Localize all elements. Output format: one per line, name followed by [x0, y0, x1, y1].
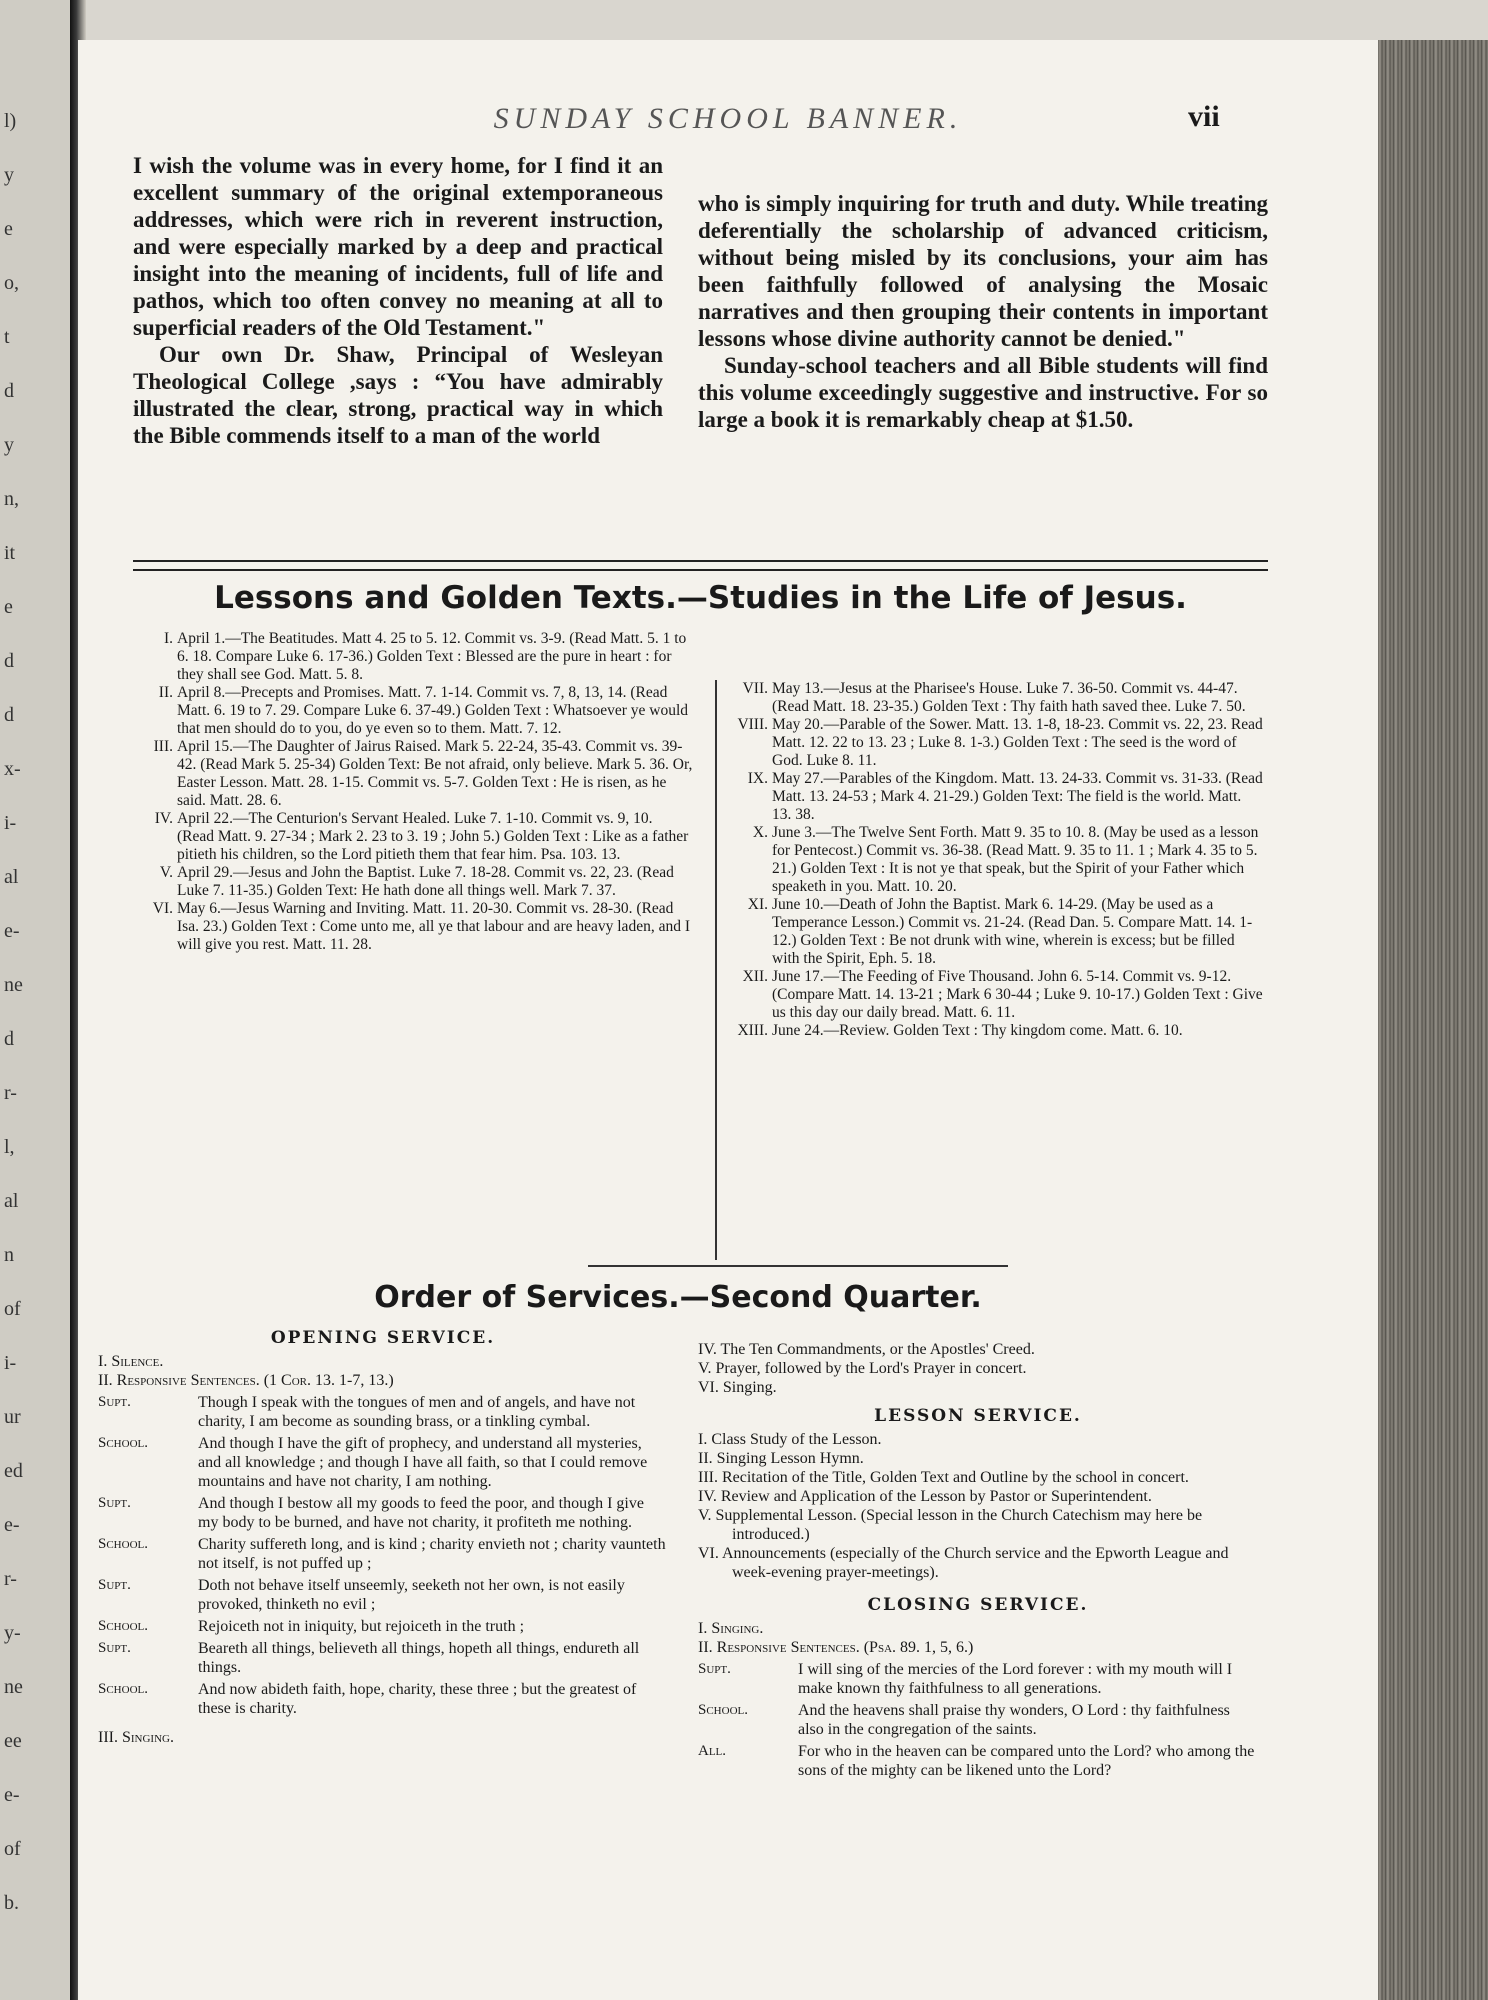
lesson-entry — [133, 900, 693, 954]
left-page-fragment: i- — [4, 1352, 17, 1374]
response-row — [98, 1680, 668, 1718]
lesson-text: April 22.—The Centurion's Servant Healed. Luke 7. 1-10. Commit vs. 9, 10. (Read Matt. 9. 27-34 ; Mark 2. 23 to 3. 19 ; John 5.) Golden Text : Like as a father pitieth his children, so the Lord pitieth them that fear him. Psa. 103. 13. — [177, 810, 689, 863]
opening-responsive: II. Responsive Sentences. (1 Cor. 13. 1-7, 13.) — [98, 1372, 394, 1389]
lesson-entry — [728, 824, 1263, 896]
response-row — [98, 1393, 668, 1431]
response-row — [98, 1617, 668, 1636]
section-rule — [588, 1265, 1008, 1267]
lesson-number: II. — [158, 684, 173, 701]
lesson-text: June 10.—Death of John the Baptist. Mark 6. 14-29. (May be used as a Temperance Lesson.) Commit vs. 21-24. (Read Dan. 5. Compare Matt. 14. 1-12.) Golden Text : Be not drunk with wine, wherein is excess; but be filled with the Spirit, Eph. 5. 18. — [772, 896, 1253, 967]
lesson-number: XIII. — [737, 1022, 768, 1039]
service-item: III. Recitation of the Title, Golden Text and Outline by the school in concert. — [698, 1469, 1189, 1486]
response-speaker: School. — [698, 1702, 748, 1718]
lesson-entry — [133, 864, 693, 900]
left-page-fragment: ne — [4, 974, 23, 996]
lesson-service-title: LESSON SERVICE. — [874, 1406, 1082, 1426]
lesson-number: XI. — [747, 896, 768, 913]
left-page-fragment: ur — [4, 1406, 21, 1428]
response-speaker: School. — [98, 1681, 148, 1697]
lesson-entry — [728, 770, 1263, 824]
response-row — [98, 1535, 668, 1573]
opening-continued — [698, 1340, 1258, 1397]
lesson-entry — [133, 738, 693, 810]
left-page-fragment: i- — [4, 812, 17, 834]
left-page-fragment: l, — [4, 1136, 15, 1158]
left-page-fragment: n — [4, 1244, 14, 1266]
response-text: And now abideth faith, hope, charity, these three ; but the greatest of these is charity. — [198, 1681, 637, 1717]
service-item: II. Singing Lesson Hymn. — [698, 1450, 864, 1467]
lesson-entry — [728, 968, 1263, 1022]
lessons-heading: Lessons and Golden Texts.—Studies in the Life of Jesus. — [214, 580, 1187, 616]
lesson-number: IX. — [747, 770, 768, 787]
left-page-margin — [0, 0, 76, 2000]
left-page-fragment: y — [4, 164, 14, 186]
left-page-fragment: al — [4, 1190, 19, 1212]
review-right-column — [698, 190, 1268, 433]
response-speaker: All. — [698, 1743, 727, 1759]
response-row — [698, 1701, 1258, 1739]
lesson-text: April 1.—The Beatitudes. Matt 4. 25 to 5. 12. Commit vs. 3-9. (Read Matt. 5. 1 to 6. 18. Compare Luke 6. 17-36.) Golden Text : Blessed are the pure in heart : for they shall see God. Matt. 5. 8. — [177, 630, 687, 683]
response-text: Beareth all things, believeth all things, hopeth all things, endureth all things. — [198, 1640, 640, 1676]
response-row — [98, 1639, 668, 1677]
left-page-fragment: ee — [4, 1730, 22, 1752]
service-item: I. Class Study of the Lesson. — [698, 1431, 882, 1448]
response-text: I will sing of the mercies of the Lord forever : with my mouth will I make known thy faithfulness to all generations. — [798, 1661, 1233, 1697]
left-page-fragment: y- — [4, 1622, 21, 1644]
response-row — [98, 1576, 668, 1614]
response-text: And though I have the gift of prophecy, and understand all mysteries, and all knowledge ; and though I have all faith, so that I could remove mountains and have not charity, I am nothing. — [198, 1435, 648, 1490]
review-left-column — [133, 152, 663, 449]
response-speaker: Supt. — [98, 1495, 131, 1511]
lesson-text: June 24.—Review. Golden Text : Thy kingdom come. Matt. 6. 10. — [772, 1022, 1183, 1039]
opening-responses — [98, 1393, 668, 1718]
lesson-number: VI. — [152, 900, 173, 917]
lesson-number: IV. — [154, 810, 173, 827]
left-page-fragment: t — [4, 326, 10, 348]
lesson-entry — [133, 684, 693, 738]
lesson-text: April 29.—Jesus and John the Baptist. Luke 7. 18-28. Commit vs. 22, 23. (Read Luke 7. 11-35.) Golden Text: He hath done all things well. Mark 7. 37. — [177, 864, 674, 899]
left-page-fragment: e — [4, 218, 13, 240]
left-page-fragment: r- — [4, 1082, 17, 1104]
response-row — [98, 1494, 668, 1532]
opening-service-title: OPENING SERVICE. — [270, 1328, 496, 1348]
page — [78, 40, 1378, 2000]
left-page-fragment: d — [4, 704, 14, 726]
left-page-fragment: it — [4, 542, 16, 564]
lessons-right-column — [728, 680, 1263, 1040]
lesson-text: May 20.—Parable of the Sower. Matt. 13. 1-8, 18-23. Commit vs. 22, 23. Read Matt. 12. 22 to 13. 23 ; Luke 8. 1-3.) Golden Text : The seed is the word of God. Luke 8. 11. — [772, 716, 1263, 769]
running-head: SUNDAY SCHOOL BANNER. — [493, 102, 963, 135]
left-page-fragment: x- — [4, 758, 21, 780]
left-page-fragment: ne — [4, 1676, 23, 1698]
column-divider — [715, 680, 717, 1260]
closing-responses — [698, 1660, 1258, 1780]
lesson-text: May 27.—Parables of the Kingdom. Matt. 13. 24-33. Commit vs. 31-33. (Read Matt. 13. 24-53 ; Mark 4. 21-29.) Golden Text: The field is the world. Matt. 13. 38. — [772, 770, 1263, 823]
left-page-fragment: n, — [4, 488, 19, 510]
spacer — [78, 590, 79, 597]
left-page-fragment: e- — [4, 1514, 20, 1536]
service-item: VI. Singing. — [698, 1379, 777, 1396]
response-speaker: School. — [98, 1536, 148, 1552]
lesson-entry — [728, 680, 1263, 716]
lesson-text: April 8.—Precepts and Promises. Matt. 7. 1-14. Commit vs. 7, 8, 13, 14. (Read Matt. 6. 19 to 7. 29. Compare Luke 6. 37-49.) Golden Text : Whatsoever ye would that men should do to you, do ye even so to them. Matt. 7. 12. — [177, 684, 689, 737]
lesson-number: XII. — [742, 968, 768, 985]
service-item: IV. The Ten Commandments, or the Apostles' Creed. — [698, 1341, 1035, 1358]
lesson-number: V. — [159, 864, 173, 881]
response-row — [698, 1660, 1258, 1698]
lesson-text: May 6.—Jesus Warning and Inviting. Matt. 11. 20-30. Commit vs. 28-30. (Read Isa. 23.) Golden Text : Come unto me, all ye that labour and are heavy laden, and I will give you rest. Matt. 11. 28. — [177, 900, 690, 953]
closing-service-title: CLOSING SERVICE. — [867, 1595, 1089, 1615]
review-paragraph: I wish the volume was in every home, for I find it an excellent summary of the original extemporaneous addresses, which were rich in reverent instruction, and were especially marked by a deep and practical insight into the meaning of incidents, full of life and pathos, which too often convey no meaning at all to superficial readers of the Old Testament." — [133, 153, 663, 340]
response-text: Rejoiceth not in iniquity, but rejoiceth in the truth ; — [198, 1618, 525, 1635]
left-page-fragment: al — [4, 866, 19, 888]
response-text: Charity suffereth long, and is kind ; charity envieth not ; charity vaunteth not itself, is not puffed up ; — [198, 1536, 666, 1572]
left-page-fragment: b. — [4, 1892, 19, 1914]
closing-responsive: II. Responsive Sentences. (Psa. 89. 1, 5, 6.) — [698, 1639, 974, 1656]
review-paragraph: Our own Dr. Shaw, Principal of Wesleyan Theological College ,says : “You have admirably illustrated the clear, strong, practical way in which the Bible commends itself to a man of the world — [133, 342, 663, 448]
response-text: For who in the heaven can be compared unto the Lord? who among the sons of the mighty can be likened unto the Lord? — [798, 1743, 1255, 1779]
lesson-entry — [728, 1022, 1263, 1040]
service-item: IV. Review and Application of the Lesson by Pastor or Superintendent. — [698, 1488, 1152, 1505]
response-row — [98, 1434, 668, 1491]
lesson-text: June 17.—The Feeding of Five Thousand. John 6. 5-14. Commit vs. 9-12. (Compare Matt. 14. 13-21 ; Mark 6 30-44 ; Luke 9. 10-17.) Golden Text : Give us this day our daily bread. Matt. 6. 11. — [772, 968, 1263, 1021]
lesson-text: June 3.—The Twelve Sent Forth. Matt 9. 35 to 10. 8. (May be used as a lesson for Pentecost.) Commit vs. 36-38. (Read Matt. 9. 35 to 11. 1 ; Mark 4. 35 to 5. 21.) Golden Text : It is not ye that speak, but the Spirit of your Father which speaketh in you. Matt. 10. 20. — [772, 824, 1259, 895]
left-page-fragment: e- — [4, 920, 20, 942]
service-item: V. Prayer, followed by the Lord's Prayer in concert. — [698, 1360, 1027, 1377]
response-speaker: School. — [98, 1435, 148, 1451]
left-page-fragment: ed — [4, 1460, 23, 1482]
closing-singing: I. Singing. — [698, 1620, 764, 1637]
left-page-fragment: d — [4, 380, 14, 402]
page-edges — [1378, 40, 1488, 2000]
response-speaker: School. — [98, 1618, 148, 1634]
response-speaker: Supt. — [98, 1577, 131, 1593]
lessons-left-column — [133, 630, 693, 954]
services-heading: Order of Services.—Second Quarter. — [374, 1280, 982, 1315]
response-text: Though I speak with the tongues of men and of angels, and have not charity, I am become as sounding brass, or a tinkling cymbal. — [198, 1394, 636, 1430]
page-number: vii — [1188, 100, 1220, 133]
response-text: And the heavens shall praise thy wonders, O Lord : thy faithfulness also in the congregation of the saints. — [798, 1702, 1230, 1738]
opening-singing: III. Singing. — [98, 1729, 174, 1746]
lesson-number: I. — [163, 630, 173, 647]
review-paragraph: who is simply inquiring for truth and duty. While treating deferentially the scholarship of advanced criticism, without being misled by its conclusions, your aim has been faithfully followed of analysing the Mosaic narratives and then grouping their contents in important lessons whose divine authority cannot be denied." — [698, 191, 1268, 351]
response-speaker: Supt. — [98, 1640, 131, 1656]
left-page-fragment: e — [4, 596, 13, 618]
lesson-number: III. — [153, 738, 173, 755]
service-item: V. Supplemental Lesson. (Special lesson in the Church Catechism may here be introduced.) — [698, 1507, 1203, 1543]
review-paragraph: Sunday-school teachers and all Bible students will find this volume exceedingly suggestive and instructive. For so large a book it is remarkably cheap at $1.50. — [698, 353, 1268, 432]
lesson-entry — [728, 896, 1263, 968]
left-page-fragment: d — [4, 650, 14, 672]
lesson-number: VII. — [742, 680, 768, 697]
response-speaker: Supt. — [698, 1661, 731, 1677]
response-speaker: Supt. — [98, 1394, 131, 1410]
lesson-number: VIII. — [737, 716, 768, 733]
left-page-fragment: of — [4, 1838, 21, 1860]
service-item: VI. Announcements (especially of the Church service and the Epworth League and week-evening prayer-meetings). — [698, 1545, 1229, 1581]
left-page-fragment: l) — [4, 110, 17, 132]
response-row — [698, 1742, 1258, 1780]
opening-service — [98, 1325, 668, 1747]
section-rule — [133, 560, 1268, 571]
lesson-entry — [133, 630, 693, 684]
lesson-number: X. — [752, 824, 768, 841]
left-page-fragment: e- — [4, 1784, 20, 1806]
left-page-fragment: d — [4, 1028, 14, 1050]
left-page-fragment: of — [4, 1298, 21, 1320]
opening-silence: I. Silence. — [98, 1353, 164, 1370]
lesson-entry — [133, 810, 693, 864]
response-text: Doth not behave itself unseemly, seeketh not her own, is not easily provoked, thinketh no evil ; — [198, 1577, 625, 1613]
left-page-fragment: o, — [4, 272, 19, 294]
lesson-entry — [728, 716, 1263, 770]
left-page-fragment: r- — [4, 1568, 17, 1590]
lesson-text: May 13.—Jesus at the Pharisee's House. Luke 7. 36-50. Commit vs. 44-47. (Read Matt. 18. 23-35.) Golden Text : Thy faith hath saved thee. Luke 7. 50. — [772, 680, 1246, 715]
left-page-fragment: y — [4, 434, 14, 456]
services-right-column — [698, 1340, 1258, 1780]
lesson-service-items — [698, 1430, 1258, 1582]
response-text: And though I bestow all my goods to feed the poor, and though I give my body to be burned, and have not charity, it profiteth me nothing. — [198, 1495, 644, 1531]
lesson-text: April 15.—The Daughter of Jairus Raised. Mark 5. 22-24, 35-43. Commit vs. 39-42. (Read Mark 5. 25-34) Golden Text: Be not afraid, only believe. Mark 5. 36. Or, Easter Lesson. Matt. 28. 1-15. Commit vs. 5-7. Golden Text : He is risen, as he said. Matt. 28. 6. — [177, 738, 693, 809]
